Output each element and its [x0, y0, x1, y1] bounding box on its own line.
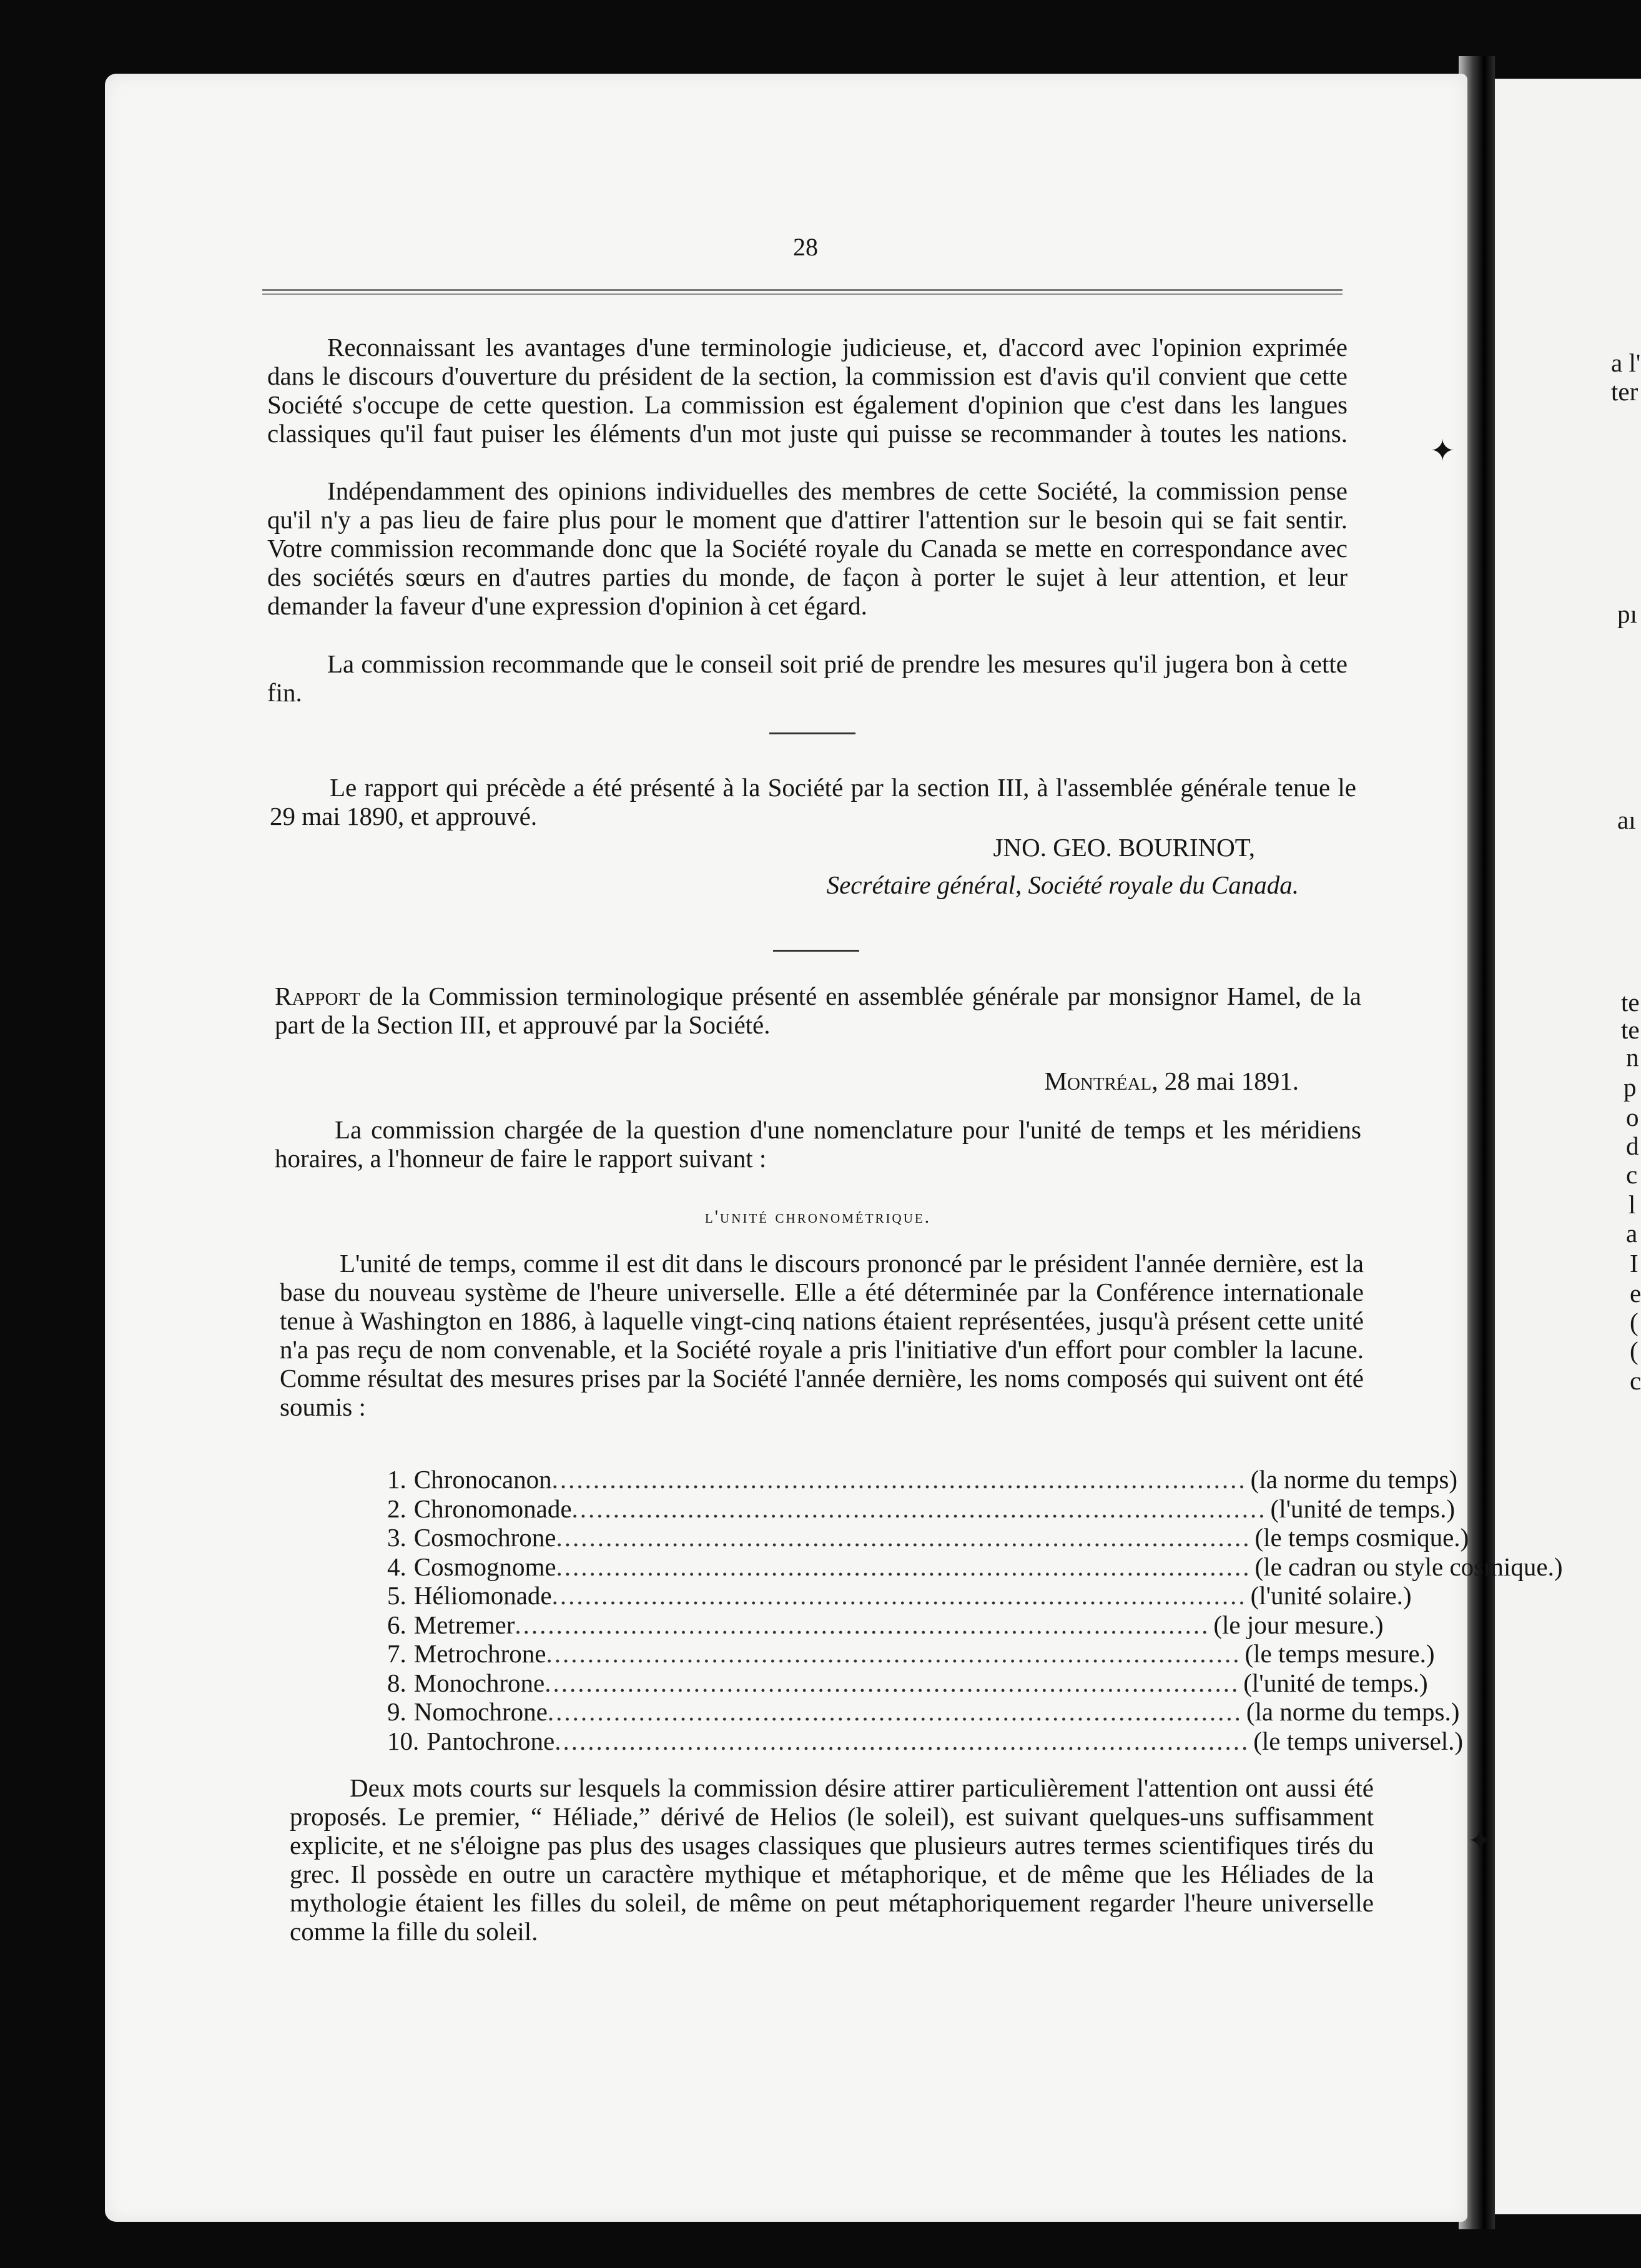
- paragraph-1: Reconnaissant les avantages d'une terminologie judicieuse, et, d'accord avec l'opinion exprimée dans le discours d'ouverture du président de la section, la commission est d'avis qu'il convient que cette Société s'occupe de cette question. La commission est également d'opinion que c'est dans les langues classiques qu'il faut puiser les éléments d'un mot juste qui puisse se recommander à toutes les nations.: [267, 333, 1348, 448]
- adjacent-page-fragment: I: [1630, 1249, 1639, 1278]
- term-name: Monochrone: [413, 1668, 545, 1697]
- term-row: [387, 1494, 1455, 1523]
- adjacent-page-fragment: c: [1626, 1160, 1638, 1189]
- term-number: 1.: [387, 1465, 407, 1494]
- adjacent-page-fragment: pı: [1617, 599, 1637, 628]
- term-name: Cosmochrone: [413, 1523, 556, 1552]
- dateline-date: 28 mai 1891.: [1158, 1067, 1299, 1095]
- binding-mark-2: ✦: [1467, 1825, 1493, 1858]
- term-gloss: (l'unité solaire.): [1250, 1581, 1412, 1610]
- adjacent-page-fragment: d: [1626, 1132, 1639, 1160]
- term-number: 4.: [387, 1552, 407, 1581]
- signature-title: Secrétaire général, Société royale du Canada.: [826, 870, 1299, 899]
- term-number: 6.: [387, 1610, 407, 1639]
- term-gloss: (le cadran ou style cosmique.): [1254, 1552, 1563, 1581]
- adjacent-page-fragment: e: [1630, 1279, 1641, 1308]
- adjacent-page-fragment: a l': [1611, 348, 1641, 377]
- report-rest: de la Commission terminologique présenté en assemblée générale par monsignor Hamel, de la part de la Section III, et approuvé par la Société.: [275, 982, 1361, 1039]
- term-number: 8.: [387, 1668, 407, 1697]
- dot-leader: ....................................................................................: [551, 1581, 1247, 1610]
- paragraph-4: Le rapport qui précède a été présenté à la Société par la section III, à l'assemblée générale tenue le 29 mai 1890, et approuvé.: [270, 773, 1356, 831]
- adjacent-page-fragment: te: [1621, 1015, 1640, 1044]
- term-number: 5.: [387, 1581, 407, 1610]
- adjacent-page-fragment: a: [1626, 1219, 1638, 1248]
- page-number: 28: [793, 233, 818, 261]
- dot-leader: ....................................................................................: [551, 1465, 1247, 1494]
- term-name: Héliomonade: [413, 1581, 552, 1610]
- separator-rule: [769, 732, 855, 734]
- term-name: Metrochrone: [413, 1639, 546, 1668]
- paragraph-3: La commission recommande que le conseil soit prié de prendre les mesures qu'il jugera bon à cette fin.: [267, 649, 1348, 707]
- term-row: [387, 1639, 1435, 1668]
- paragraph-7: Deux mots courts sur lesquels la commission désire attirer particulièrement l'attention ont aussi été proposés. Le premier, “ Héliade,” dérivé de Helios (le soleil), est suivant quelques-uns suffisamment explicite, et ne s'éloigne pas plus des usages classiques que plusieurs autres termes scientifiques tirés du grec. Il possède en outre un caractère mythique et métaphorique, et de même que les Héliades de la mythologie étaient les filles du soleil, de même on peut métaphoriquement regarder l'heure universelle comme la fille du soleil.: [290, 1773, 1374, 1946]
- adjacent-page-fragment: p: [1624, 1073, 1637, 1102]
- adjacent-page-fragment: l: [1629, 1190, 1636, 1219]
- dot-leader: ....................................................................................: [545, 1668, 1240, 1697]
- dot-leader: ....................................................................................: [546, 1639, 1241, 1668]
- header-rule: [262, 289, 1343, 295]
- term-name: Chronocanon: [413, 1465, 552, 1494]
- adjacent-page-fragment: (: [1630, 1308, 1639, 1336]
- section-heading: l'unité chronométrique.: [704, 1206, 932, 1227]
- adjacent-page-fragment: te: [1621, 988, 1640, 1017]
- dateline-place: Montréal,: [1044, 1067, 1158, 1095]
- signature-name: JNO. GEO. BOURINOT,: [993, 833, 1255, 862]
- term-row: [387, 1610, 1384, 1639]
- term-gloss: (l'unité de temps.): [1270, 1494, 1455, 1523]
- term-gloss: (la norme du temps): [1250, 1465, 1457, 1494]
- paragraph-2: Indépendamment des opinions individuelles des membres de cette Société, la commission pense qu'il n'y a pas lieu de faire plus pour le moment que d'attirer l'attention sur le besoin qui se fait sentir. Votre commission recommande donc que la Société royale du Canada se mette en correspondance avec des sociétés sœurs en d'autres parties du monde, de façon à porter le sujet à leur attention, et leur demander la faveur d'une expression d'opinion à cet égard.: [267, 476, 1348, 620]
- dot-leader: ....................................................................................: [556, 1523, 1251, 1552]
- adjacent-page-fragment: aı: [1617, 806, 1636, 834]
- report-lead: Rapport: [275, 982, 360, 1010]
- term-gloss: (le temps universel.): [1253, 1726, 1464, 1755]
- term-number: 7.: [387, 1639, 407, 1668]
- adjacent-page-fragment: ter: [1611, 377, 1639, 406]
- adjacent-page-fragment: o: [1626, 1103, 1639, 1132]
- adjacent-page-fragment: c: [1630, 1366, 1641, 1395]
- term-gloss: (l'unité de temps.): [1243, 1668, 1428, 1697]
- term-number: 3.: [387, 1523, 407, 1552]
- term-name: Pantochrone: [426, 1726, 555, 1755]
- term-row: [387, 1581, 1412, 1610]
- separator-rule-2: [773, 950, 859, 952]
- adjacent-page-fragment: n: [1626, 1043, 1639, 1072]
- report-heading: [275, 982, 1361, 1039]
- paragraph-5: La commission chargée de la question d'une nomenclature pour l'unité de temps et les méridiens horaires, a l'honneur de faire le rapport suivant :: [275, 1115, 1361, 1173]
- term-row: [387, 1697, 1460, 1726]
- term-row: [387, 1552, 1563, 1581]
- adjacent-page-fragment: (: [1630, 1336, 1639, 1365]
- term-name: Chronomonade: [413, 1494, 572, 1523]
- term-row: [387, 1523, 1469, 1552]
- term-gloss: (la norme du temps.): [1246, 1697, 1460, 1726]
- term-gloss: (le temps mesure.): [1244, 1639, 1435, 1668]
- term-number: 2.: [387, 1494, 407, 1523]
- dot-leader: ....................................................................................: [515, 1610, 1210, 1639]
- dot-leader: ....................................................................................: [571, 1494, 1267, 1523]
- term-gloss: (le jour mesure.): [1213, 1610, 1384, 1639]
- term-name: Cosmognome: [413, 1552, 556, 1581]
- term-row: [387, 1465, 1457, 1494]
- paragraph-6: L'unité de temps, comme il est dit dans le discours prononcé par le président l'année dernière, est la base du nouveau système de l'heure universelle. Elle a été déterminée par la Conférence internationale tenue à Washington en 1886, à laquelle vingt-cinq nations étaient représentées, jusqu'à présent cette unité n'a pas reçu de nom convenable, et la Société royale a pris l'initiative d'un effort pour combler la lacune. Comme résultat des mesures prises par la Société l'année dernière, les noms composés qui suivent ont été soumis :: [280, 1249, 1364, 1421]
- term-number: 10.: [387, 1726, 420, 1755]
- term-row: [387, 1726, 1464, 1755]
- term-gloss: (le temps cosmique.): [1254, 1523, 1469, 1552]
- term-name: Metremer: [413, 1610, 515, 1639]
- term-name: Nomochrone: [413, 1697, 548, 1726]
- binding-mark: ✦: [1430, 435, 1456, 468]
- dateline: [749, 1067, 1299, 1095]
- term-number: 9.: [387, 1697, 407, 1726]
- dot-leader: ....................................................................................: [556, 1552, 1251, 1581]
- dot-leader: ....................................................................................: [554, 1726, 1250, 1755]
- dot-leader: ....................................................................................: [547, 1697, 1243, 1726]
- term-row: [387, 1668, 1428, 1697]
